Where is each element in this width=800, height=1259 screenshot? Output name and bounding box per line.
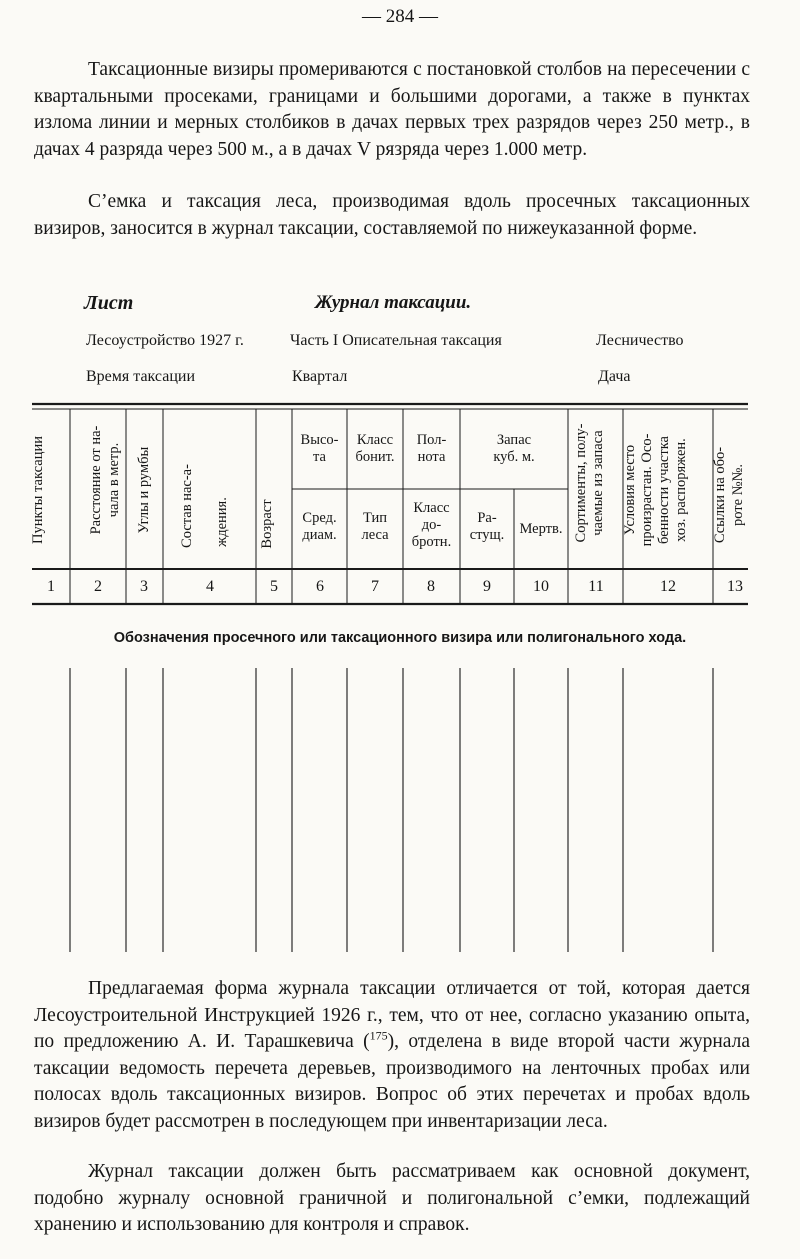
header-usloviya-a: Условия место	[622, 444, 638, 536]
paragraph-3	[34, 976, 750, 1135]
column-number: 11	[588, 578, 604, 595]
header-bonitet: Класс бонит.	[355, 432, 395, 465]
form-journal-title: Журнал таксации.	[315, 292, 472, 313]
header-sortimenty-a: Сортименты, полу-	[573, 423, 589, 543]
header-usloviya-d: хоз. распоряжен.	[673, 438, 689, 542]
form-lesnichestvo: Лесничество	[596, 332, 684, 349]
column-number: 13	[727, 578, 743, 595]
header-sortimenty-b: чаемые из запаса	[590, 430, 606, 536]
header-usloviya-c: бенности участка	[656, 436, 672, 544]
column-number: 6	[316, 578, 324, 595]
footnote-ref: 175	[369, 1028, 388, 1043]
header-sostav-a: Состав нас-а-	[179, 464, 195, 548]
header-vysota: Высо- та	[300, 432, 339, 465]
header-tip-lesa: Тип леса	[361, 510, 389, 543]
header-sred-diam: Сред. диам.	[302, 510, 337, 543]
header-vozrast: Возраст	[259, 499, 275, 549]
table-caption: Обозначения просечного или таксационного визира или полигонального хода.	[113, 630, 687, 646]
page-number: — 284 —	[362, 6, 438, 27]
header-usloviya-b: произрастан. Осо-	[639, 433, 655, 547]
column-number: 2	[94, 578, 102, 595]
header-ssylki-a: Ссылки на обо-	[712, 446, 728, 544]
column-number: 9	[483, 578, 491, 595]
column-number: 5	[270, 578, 278, 595]
form-dacha: Дача	[598, 368, 631, 385]
header-ssylki-b: роте №№.	[730, 464, 746, 527]
column-number: 10	[533, 578, 549, 595]
header-klass-dobrotn: Класс до- бротн.	[411, 500, 452, 550]
column-number: 8	[427, 578, 435, 595]
column-number: 1	[47, 578, 55, 595]
header-rastushch: Ра- стущ.	[469, 510, 505, 543]
paragraph-2-text: С’емка и таксация леса, производимая вдоль просечных таксационных визиров, заносится в журнал таксации, составляемой по нижеуказанной форме.	[34, 191, 750, 239]
header-zapas: Запас куб. м.	[493, 432, 535, 465]
paragraph-4-text: Журнал таксации должен быть рассматриваем как основной документ, подобно журналу основной граничной и полигональной с’емки, подлежащий хранению и использованию для контроля и справок.	[34, 1161, 750, 1235]
paragraph-3-text-a: Предлагаемая форма журнала таксации отличается от той, которая дается Лесоустроительной Инструкцией 1926 г., тем, что от нее, согласно указанию опыта, по предложению А. И. Тарашкевича (	[34, 978, 750, 1052]
header-sostav-b: ждения.	[214, 497, 230, 547]
header-mertv: Мертв.	[519, 521, 563, 537]
paragraph-1-text: Таксационные визиры промериваются с постановкой столбов на пересечении с квартальными просеками, границами и большими дорогами, а также в пунктах излома линии и мерных столбиков в дачах первых трех разрядов через 250 метр., в дачах 4 разряда через 500 м., а в дачах V рязряда через 1.000 метр.	[34, 59, 750, 160]
column-number: 3	[140, 578, 148, 595]
column-number: 4	[206, 578, 214, 595]
column-number: 12	[660, 578, 676, 595]
paragraph-3-text-b: ), отделена в виде второй части журнала таксации ведомость перечета деревьев, производимого на ленточных пробах или полосах вдоль таксационных визиров. Вопрос об этих перечетах и пробах вдоль визиров будет рассмотрен в последующем при инвентаризации леса.	[34, 1031, 750, 1132]
header-rasstoyanie-a: Расстояние от на-	[88, 425, 104, 535]
form-les-year: Лесоустройство 1927 г.	[86, 332, 244, 349]
header-ugly: Углы и румбы	[136, 446, 152, 534]
form-kvartal: Квартал	[292, 368, 348, 385]
form-list-label: Лист	[84, 292, 134, 314]
column-number: 7	[371, 578, 379, 595]
form-part: Часть I Описательная таксация	[290, 332, 502, 349]
form-time: Время таксации	[86, 368, 196, 385]
header-polnota: Пол- нота	[416, 432, 447, 465]
header-punkty: Пункты таксации	[30, 436, 46, 544]
paragraph-4	[34, 1159, 750, 1239]
header-rasstoyanie-b: чала в метр.	[106, 442, 122, 518]
